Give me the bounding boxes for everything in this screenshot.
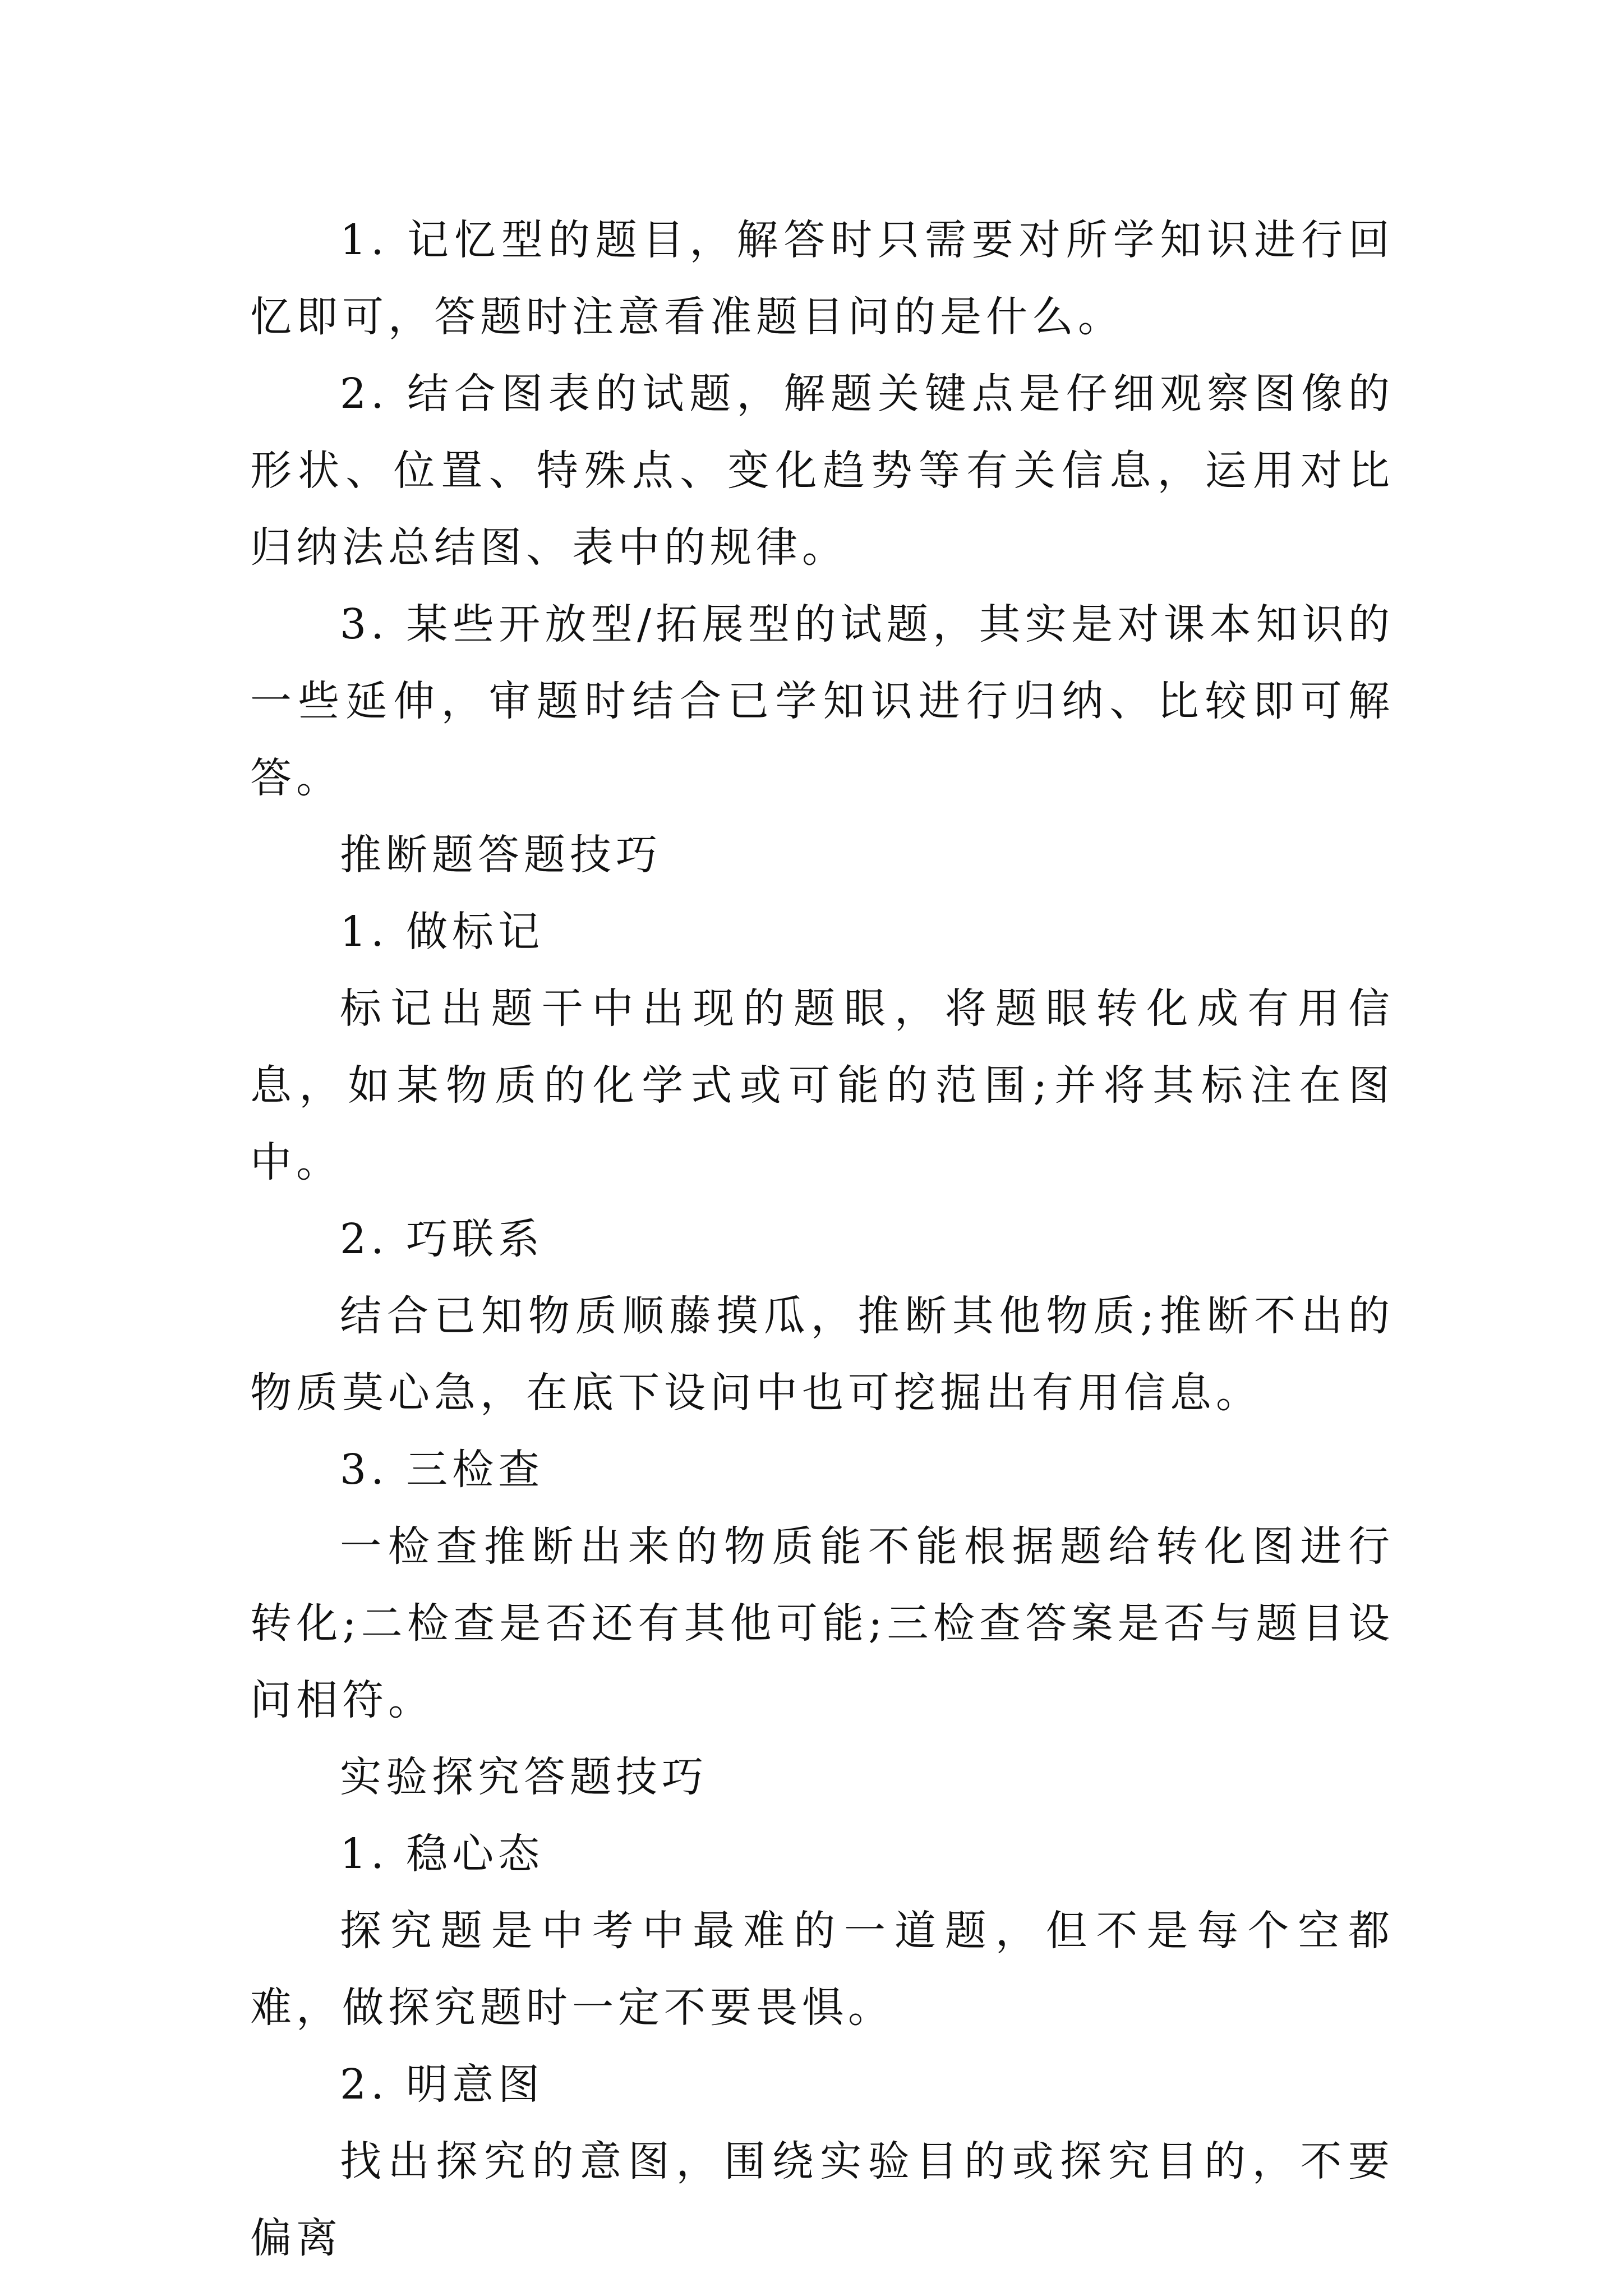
paragraph-calm: 探究题是中考中最难的一道题，但不是每个空都难，做探究题时一定不要畏惧。 [250, 1907, 1394, 2032]
heading-experiment-tips: 实验探究答题技巧 [340, 1753, 708, 1801]
heading-inference-tips: 推断题答题技巧 [340, 831, 662, 879]
paragraph-intent: 找出探究的意图，围绕实验目的或探究目的，不要偏离 [250, 2137, 1394, 2262]
paragraph-memory-questions: 1. 记忆型的题目，解答时只需要对所学知识进行回忆即可，答题时注意看准题目问的是什么。 [250, 216, 1394, 341]
paragraph-connect: 结合已知物质顺藤摸瓜，推断其他物质;推断不出的物质莫心急，在底下设问中也可挖掘出有用信息。 [250, 1292, 1394, 1417]
paragraph-mark: 标记出题干中出现的题眼，将题眼转化成有用信息，如某物质的化学式或可能的范围;并将其标注在图中。 [250, 984, 1394, 1186]
subheading-mark: 1. 做标记 [340, 908, 545, 956]
paragraph-chart-questions: 2. 结合图表的试题，解题关键点是仔细观察图像的形状、位置、特殊点、变化趋势等有关信息，运用对比归纳法总结图、表中的规律。 [250, 370, 1394, 572]
paragraph-open-questions: 3. 某些开放型/拓展型的试题，其实是对课本知识的一些延伸，审题时结合已学知识进行归纳、比较即可解答。 [250, 600, 1394, 802]
subheading-calm: 1. 稳心态 [340, 1830, 545, 1878]
subheading-intent: 2. 明意图 [340, 2060, 545, 2109]
paragraph-check: 一检查推断出来的物质能不能根据题给转化图进行转化;二检查是否还有其他可能;三检查答案是否与题目设问相符。 [250, 1522, 1394, 1724]
subheading-connect: 2. 巧联系 [340, 1215, 545, 1263]
document-body [250, 202, 1394, 2277]
subheading-check: 3. 三检查 [340, 1446, 545, 1494]
